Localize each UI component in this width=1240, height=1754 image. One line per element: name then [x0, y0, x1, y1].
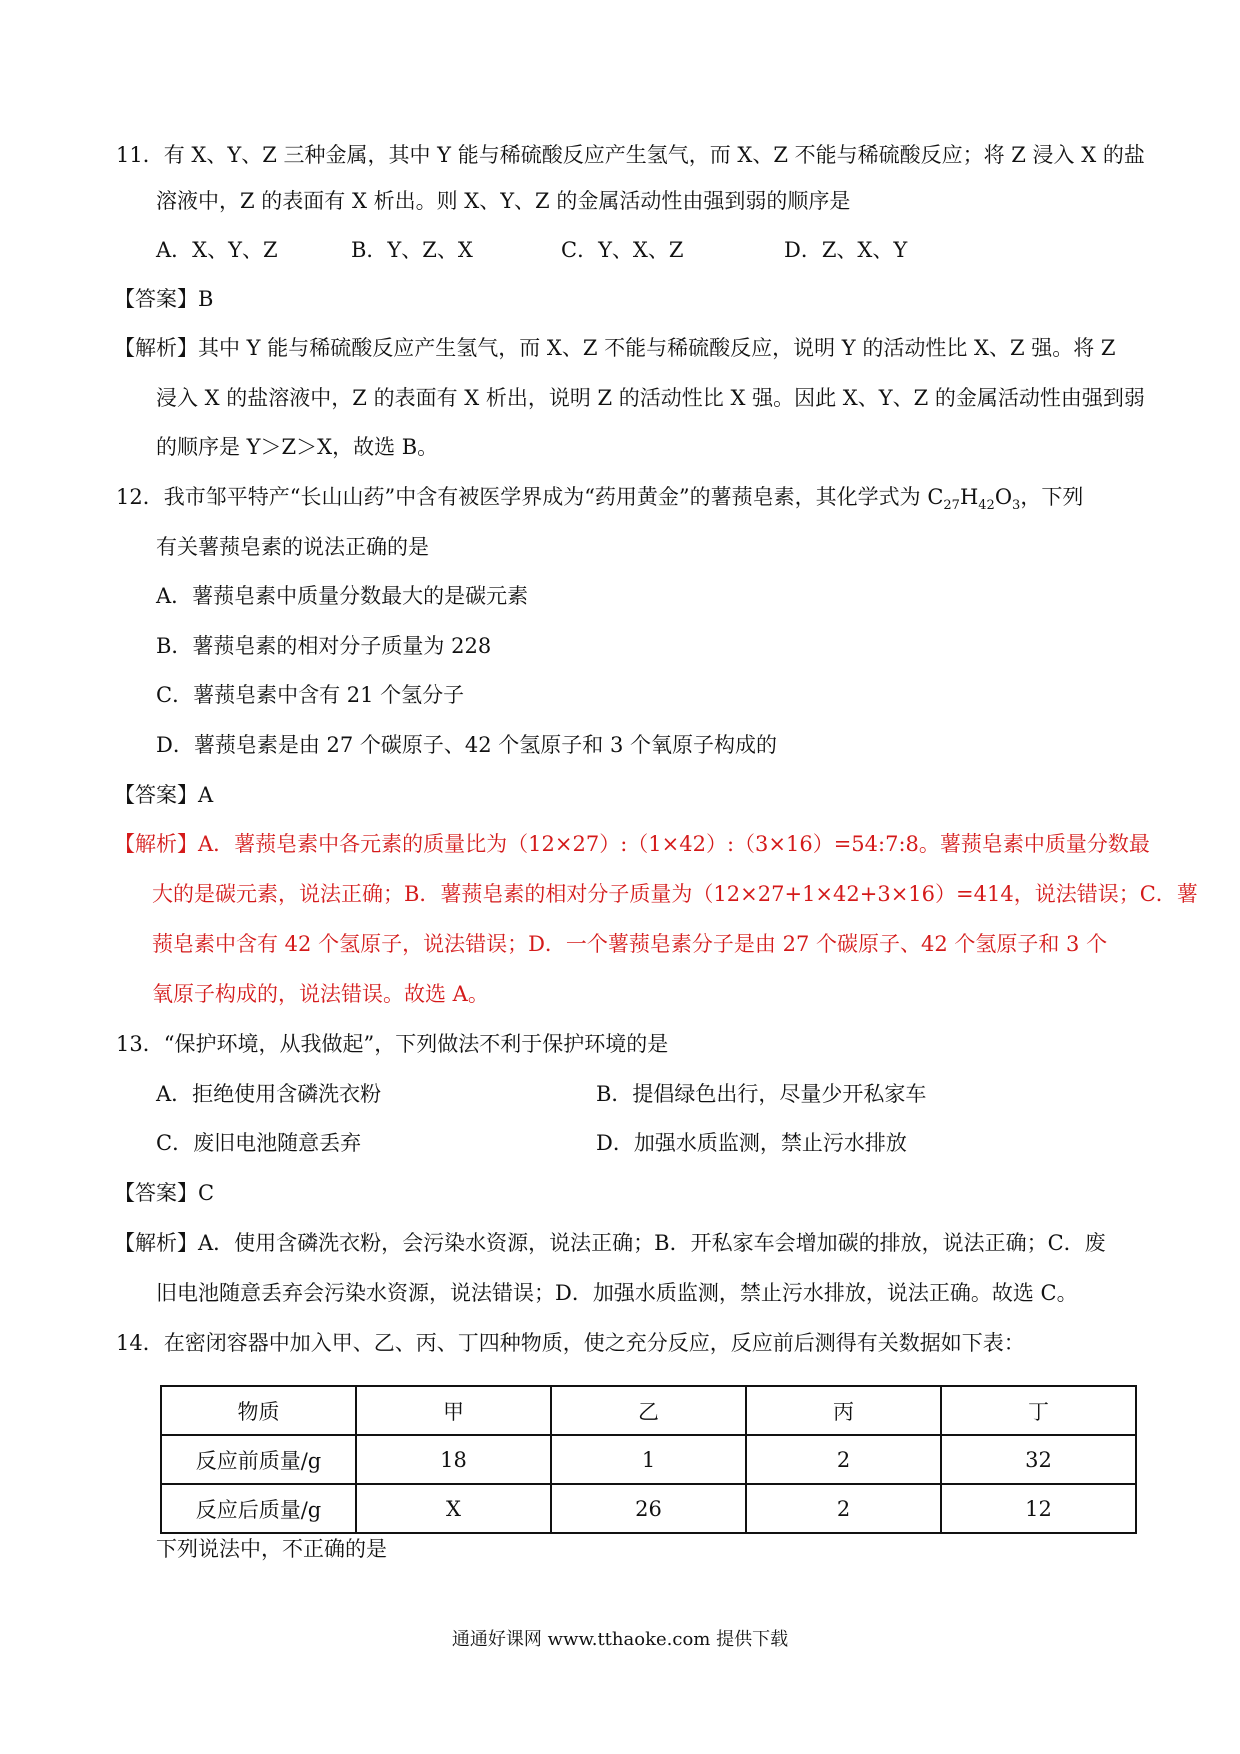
- page-footer: 通通好课网 www.tthaoke.com 提供下载: [451, 1629, 789, 1650]
- q12-line-1: [116, 482, 1083, 521]
- q11-line-1: 11．有 X、Y、Z 三种金属，其中 Y 能与稀硫酸反应产生氢气，而 X、Z 不能与稀硫酸反应；将 Z 浸入 X 的盐: [116, 143, 1145, 167]
- q12-option-a: A．薯蓣皂素中质量分数最大的是碳元素: [156, 584, 529, 608]
- table-cell: 物质: [161, 1386, 356, 1435]
- q11-analysis-line-1: 【解析】其中 Y 能与稀硫酸反应产生氢气，而 X、Z 不能与稀硫酸反应，说明 Y 的活动性比 X、Z 强。将 Z: [114, 336, 1116, 360]
- table-cell: X: [356, 1484, 551, 1533]
- q12-analysis-line-1: 【解析】A．薯蓣皂素中各元素的质量比为（12×27）:（1×42）:（3×16）=54:7:8。薯蓣皂素中质量分数最: [114, 832, 1150, 856]
- table-cell: 乙: [551, 1386, 746, 1435]
- table-cell: 32: [941, 1435, 1136, 1484]
- q12-answer: 【答案】A: [114, 783, 214, 807]
- q11-line-2: 溶液中，Z 的表面有 X 析出。则 X、Y、Z 的金属活动性由强到弱的顺序是: [156, 189, 851, 213]
- q14-after-table-line: 下列说法中，不正确的是: [156, 1537, 387, 1561]
- q11-analysis-line-3: 的顺序是 Y＞Z＞X，故选 B。: [156, 435, 439, 459]
- q13-option-d: D．加强水质监测，禁止污水排放: [596, 1131, 907, 1155]
- q13-option-b: B．提倡绿色出行，尽量少开私家车: [596, 1082, 927, 1106]
- q13-analysis-line-2: 旧电池随意丢弃会污染水资源，说法错误；D．加强水质监测，禁止污水排放，说法正确。故选 C。: [156, 1281, 1078, 1305]
- q12-formula-sub-h: 42: [978, 498, 995, 514]
- q11-analysis-line-2: 浸入 X 的盐溶液中，Z 的表面有 X 析出，说明 Z 的活动性比 X 强。因此 X、Y、Z 的金属活动性由强到弱: [156, 386, 1145, 410]
- q12-formula-sub-c: 27: [943, 498, 960, 514]
- q11-option-d: D．Z、X、Y: [784, 238, 908, 262]
- q11-answer: 【答案】B: [114, 287, 214, 311]
- q11-options: [156, 235, 1056, 265]
- table-cell: 1: [551, 1435, 746, 1484]
- q11-option-a: A．X、Y、Z: [156, 238, 278, 262]
- q12-analysis-line-4: 氧原子构成的，说法错误。故选 A。: [152, 982, 489, 1006]
- q12-line-2: 有关薯蓣皂素的说法正确的是: [156, 535, 429, 559]
- q11-option-c: C．Y、X、Z: [561, 238, 684, 262]
- table-cell: 反应前质量/g: [161, 1435, 356, 1484]
- q13-answer: 【答案】C: [114, 1181, 215, 1205]
- q12-line-1-prefix: 12．我市邹平特产“长山山药”中含有被医学界成为“药用黄金”的薯蓣皂素，其化学式为 C: [116, 485, 944, 509]
- q12-formula-o: O: [994, 485, 1013, 509]
- q12-formula-h: H: [959, 485, 979, 509]
- table-cell: 反应后质量/g: [161, 1484, 356, 1533]
- table-cell: 12: [941, 1484, 1136, 1533]
- table-cell: 18: [356, 1435, 551, 1484]
- q13-options-row-1: [156, 1079, 1056, 1109]
- q13-options-row-2: [156, 1128, 1056, 1158]
- table-cell: 甲: [356, 1386, 551, 1435]
- q12-analysis-line-2: 大的是碳元素，说法正确；B．薯蓣皂素的相对分子质量为（12×27+1×42+3×16）=414，说法错误；C．薯: [152, 882, 1198, 906]
- q13-line-1: 13．“保护环境，从我做起”，下列做法不利于保护环境的是: [116, 1032, 669, 1056]
- table-cell: 丙: [746, 1386, 941, 1435]
- q12-formula-sub-o: 3: [1012, 498, 1021, 514]
- table-cell: 2: [746, 1435, 941, 1484]
- table-row: [161, 1484, 1136, 1533]
- q13-analysis-line-1: 【解析】A．使用含磷洗衣粉，会污染水资源，说法正确；B．开私家车会增加碳的排放，说法正确；C．废: [114, 1231, 1106, 1255]
- table-cell: 丁: [941, 1386, 1136, 1435]
- table-cell: 26: [551, 1484, 746, 1533]
- q14-data-table: [160, 1385, 1137, 1534]
- q13-option-c: C．废旧电池随意丢弃: [156, 1131, 362, 1155]
- table-row: [161, 1386, 1136, 1435]
- q12-option-b: B．薯蓣皂素的相对分子质量为 228: [156, 634, 492, 658]
- table-row: [161, 1435, 1136, 1484]
- q11-option-b: B．Y、Z、X: [351, 238, 473, 262]
- q12-analysis-line-3: 蓣皂素中含有 42 个氢原子，说法错误；D．一个薯蓣皂素分子是由 27 个碳原子、42 个氢原子和 3 个: [152, 932, 1108, 956]
- q12-option-d: D．薯蓣皂素是由 27 个碳原子、42 个氢原子和 3 个氧原子构成的: [156, 733, 778, 757]
- table-cell: 2: [746, 1484, 941, 1533]
- q12-option-c: C．薯蓣皂素中含有 21 个氢分子: [156, 683, 465, 707]
- q14-line-1: 14．在密闭容器中加入甲、乙、丙、丁四种物质，使之充分反应，反应前后测得有关数据如下表：: [116, 1331, 1025, 1355]
- q12-line-1-suffix: ，下列: [1020, 485, 1084, 509]
- q13-option-a: A．拒绝使用含磷洗衣粉: [156, 1082, 382, 1106]
